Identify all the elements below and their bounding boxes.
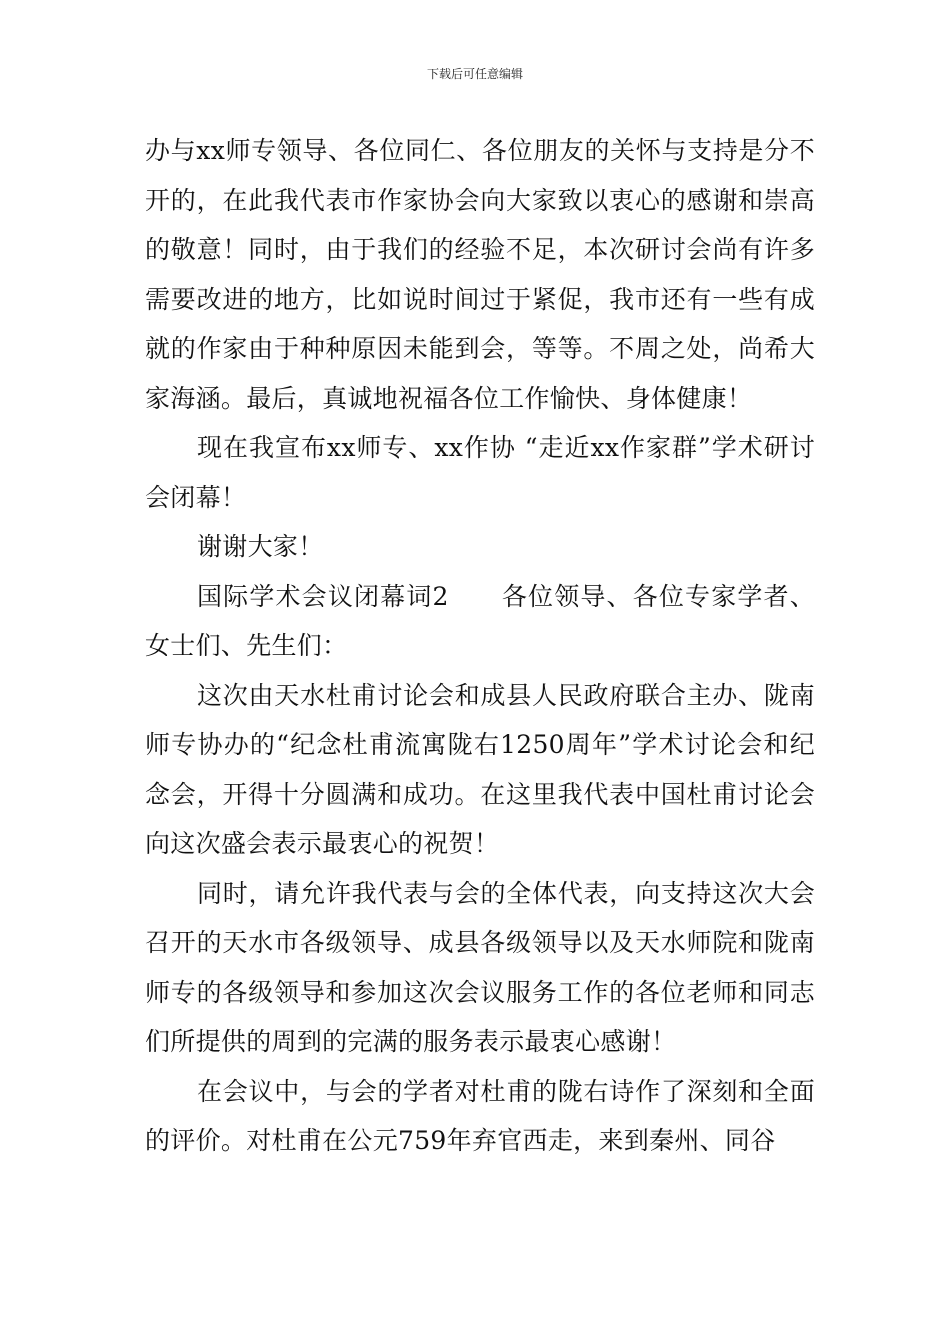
paragraph-5: 这次由天水杜甫讨论会和成县人民政府联合主办、陇南师专协办的“纪念杜甫流寓陇右1250周年”学术讨论会和纪念会，开得十分圆满和成功。在这里我代表中国杜甫讨论会向这次盛会表示最衷心的祝贺！: [145, 680, 815, 858]
paragraph-7: 在会议中，与会的学者对杜甫的陇右诗作了深刻和全面的评价。对杜甫在公元759年弃官西走，来到秦州、同谷: [145, 1076, 815, 1155]
paragraph-3: 谢谢大家！: [197, 532, 324, 561]
paragraph-1: 办与xx师专领导、各位同仁、各位朋友的关怀与支持是分不开的，在此我代表市作家协会向大家致以衷心的感谢和崇高的敬意！同时，由于我们的经验不足，本次研讨会尚有许多需要改进的地方，比如说时间过于紧促，我市还有一些有成就的作家由于种种原因未能到会，等等。不周之处，尚希大家海涵。最后，真诚地祝福各位工作愉快、身体健康！: [145, 136, 815, 413]
page-header: 下载后可任意编辑: [426, 67, 523, 81]
paragraph-2: 现在我宣布xx师专、xx作协 “走近xx作家群”学术研讨会闭幕！: [145, 433, 815, 512]
paragraph-6: 同时，请允许我代表与会的全体代表，向支持这次大会召开的天水市各级领导、成县各级领导以及天水师院和陇南师专的各级领导和参加这次会议服务工作的各位老师和同志们所提供的周到的完满的服务表示最衷心感谢！: [145, 878, 815, 1056]
paragraph-4: 国际学术会议闭幕词2 各位领导、各位专家学者、女士们、先生们：: [145, 581, 815, 660]
document-body: [145, 126, 815, 1166]
